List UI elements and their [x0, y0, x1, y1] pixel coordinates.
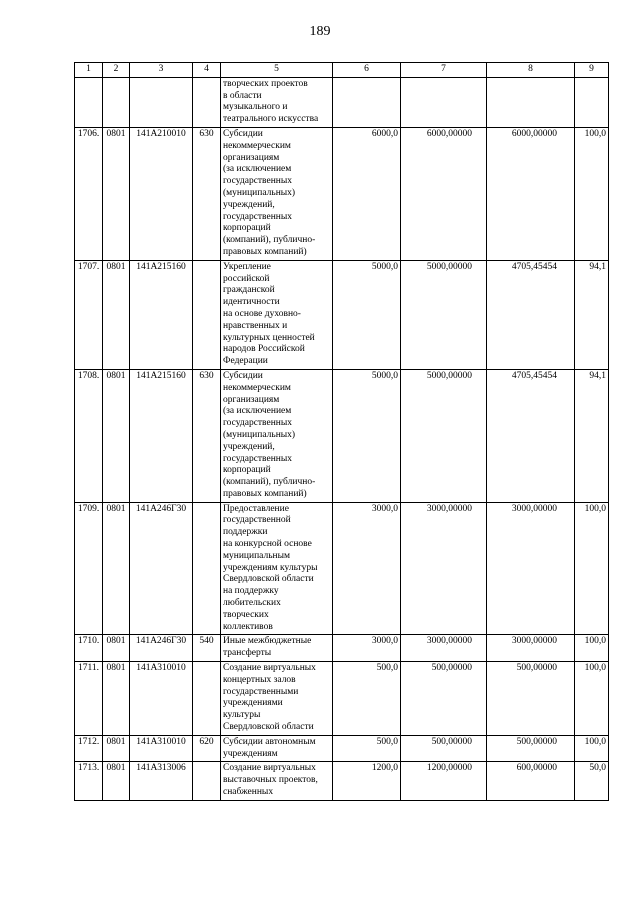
column-header-3: 3 — [130, 63, 193, 78]
cell-expense-type: 620 — [193, 735, 221, 762]
cell-executed-amount: 600,00000 — [487, 762, 575, 800]
cell-revised-amount — [401, 77, 487, 127]
cell-row-number: 1713. — [75, 762, 103, 800]
table-row — [75, 635, 609, 662]
cell-description: Создание виртуальных выставочных проектов, снабженных — [221, 762, 333, 800]
cell-approved-amount: 1200,0 — [333, 762, 401, 800]
cell-target-code: 141А310010 — [130, 662, 193, 736]
table-row — [75, 369, 609, 502]
table-body — [75, 77, 609, 800]
cell-revised-amount: 3000,00000 — [401, 502, 487, 635]
cell-section-code: 0801 — [103, 260, 130, 369]
cell-revised-amount: 500,00000 — [401, 735, 487, 762]
cell-row-number — [75, 77, 103, 127]
cell-description: Субсидии автономным учреждениям — [221, 735, 333, 762]
cell-approved-amount: 3000,0 — [333, 502, 401, 635]
cell-revised-amount: 5000,00000 — [401, 260, 487, 369]
cell-target-code: 141А313006 — [130, 762, 193, 800]
cell-revised-amount: 5000,00000 — [401, 369, 487, 502]
table-row — [75, 762, 609, 800]
cell-expense-type — [193, 762, 221, 800]
cell-executed-amount: 3000,00000 — [487, 502, 575, 635]
cell-revised-amount: 1200,00000 — [401, 762, 487, 800]
cell-approved-amount: 5000,0 — [333, 260, 401, 369]
cell-description: Укрепление российской гражданской идентичности на основе духовно- нравственных и культурных ценностей народов Российской Федерации — [221, 260, 333, 369]
cell-percent: 100,0 — [575, 735, 609, 762]
column-header-6: 6 — [333, 63, 401, 78]
cell-revised-amount: 500,00000 — [401, 662, 487, 736]
cell-target-code: 141А246Г30 — [130, 635, 193, 662]
cell-row-number: 1709. — [75, 502, 103, 635]
cell-description: Иные межбюджетные трансферты — [221, 635, 333, 662]
cell-approved-amount: 500,0 — [333, 662, 401, 736]
cell-target-code: 141А310010 — [130, 735, 193, 762]
cell-approved-amount: 5000,0 — [333, 369, 401, 502]
cell-expense-type — [193, 77, 221, 127]
cell-executed-amount: 6000,00000 — [487, 127, 575, 260]
cell-approved-amount — [333, 77, 401, 127]
cell-row-number: 1706. — [75, 127, 103, 260]
cell-row-number: 1712. — [75, 735, 103, 762]
cell-executed-amount: 3000,00000 — [487, 635, 575, 662]
cell-percent: 100,0 — [575, 502, 609, 635]
cell-expense-type — [193, 502, 221, 635]
table-row — [75, 260, 609, 369]
cell-percent: 94,1 — [575, 260, 609, 369]
cell-approved-amount: 500,0 — [333, 735, 401, 762]
cell-section-code: 0801 — [103, 127, 130, 260]
table-row — [75, 502, 609, 635]
cell-row-number: 1707. — [75, 260, 103, 369]
cell-percent: 100,0 — [575, 635, 609, 662]
cell-description: Предоставление государственной поддержки на конкурсной основе муниципальным учреждениям культуры Свердловской области на поддержку любительских творческих коллективов — [221, 502, 333, 635]
cell-executed-amount: 500,00000 — [487, 662, 575, 736]
column-header-2: 2 — [103, 63, 130, 78]
cell-approved-amount: 6000,0 — [333, 127, 401, 260]
cell-description: Субсидии некоммерческим организациям (за исключением государственных (муниципальных) учреждений, государственных корпораций (компаний), публично- правовых компаний) — [221, 369, 333, 502]
cell-target-code: 141А215160 — [130, 369, 193, 502]
cell-section-code: 0801 — [103, 662, 130, 736]
cell-section-code: 0801 — [103, 369, 130, 502]
cell-target-code: 141А215160 — [130, 260, 193, 369]
column-header-4: 4 — [193, 63, 221, 78]
cell-approved-amount: 3000,0 — [333, 635, 401, 662]
cell-executed-amount: 4705,45454 — [487, 260, 575, 369]
cell-executed-amount: 4705,45454 — [487, 369, 575, 502]
column-header-7: 7 — [401, 63, 487, 78]
cell-section-code — [103, 77, 130, 127]
cell-target-code: 141А246Г30 — [130, 502, 193, 635]
cell-expense-type — [193, 260, 221, 369]
budget-table — [74, 62, 609, 801]
cell-percent: 100,0 — [575, 127, 609, 260]
cell-percent: 100,0 — [575, 662, 609, 736]
cell-target-code — [130, 77, 193, 127]
header-row — [75, 63, 609, 78]
cell-expense-type: 630 — [193, 369, 221, 502]
cell-description: Субсидии некоммерческим организациям (за исключением государственных (муниципальных) учреждений, государственных корпораций (компаний), публично- правовых компаний) — [221, 127, 333, 260]
column-header-9: 9 — [575, 63, 609, 78]
cell-expense-type — [193, 662, 221, 736]
cell-expense-type: 630 — [193, 127, 221, 260]
cell-row-number: 1710. — [75, 635, 103, 662]
table-row — [75, 662, 609, 736]
cell-executed-amount: 500,00000 — [487, 735, 575, 762]
table-row — [75, 735, 609, 762]
cell-revised-amount: 6000,00000 — [401, 127, 487, 260]
cell-row-number: 1708. — [75, 369, 103, 502]
column-header-5: 5 — [221, 63, 333, 78]
cell-section-code: 0801 — [103, 762, 130, 800]
cell-row-number: 1711. — [75, 662, 103, 736]
cell-revised-amount: 3000,00000 — [401, 635, 487, 662]
cell-description: Создание виртуальных концертных залов государственными учреждениями культуры Свердловской области — [221, 662, 333, 736]
cell-description: творческих проектов в области музыкального и театрального искусства — [221, 77, 333, 127]
cell-section-code: 0801 — [103, 735, 130, 762]
table-row — [75, 127, 609, 260]
column-header-1: 1 — [75, 63, 103, 78]
cell-percent — [575, 77, 609, 127]
cell-section-code: 0801 — [103, 635, 130, 662]
cell-target-code: 141А210010 — [130, 127, 193, 260]
cell-percent: 94,1 — [575, 369, 609, 502]
cell-executed-amount — [487, 77, 575, 127]
cell-expense-type: 540 — [193, 635, 221, 662]
page-number: 189 — [309, 24, 331, 39]
cell-section-code: 0801 — [103, 502, 130, 635]
column-header-8: 8 — [487, 63, 575, 78]
table-row — [75, 77, 609, 127]
cell-percent: 50,0 — [575, 762, 609, 800]
